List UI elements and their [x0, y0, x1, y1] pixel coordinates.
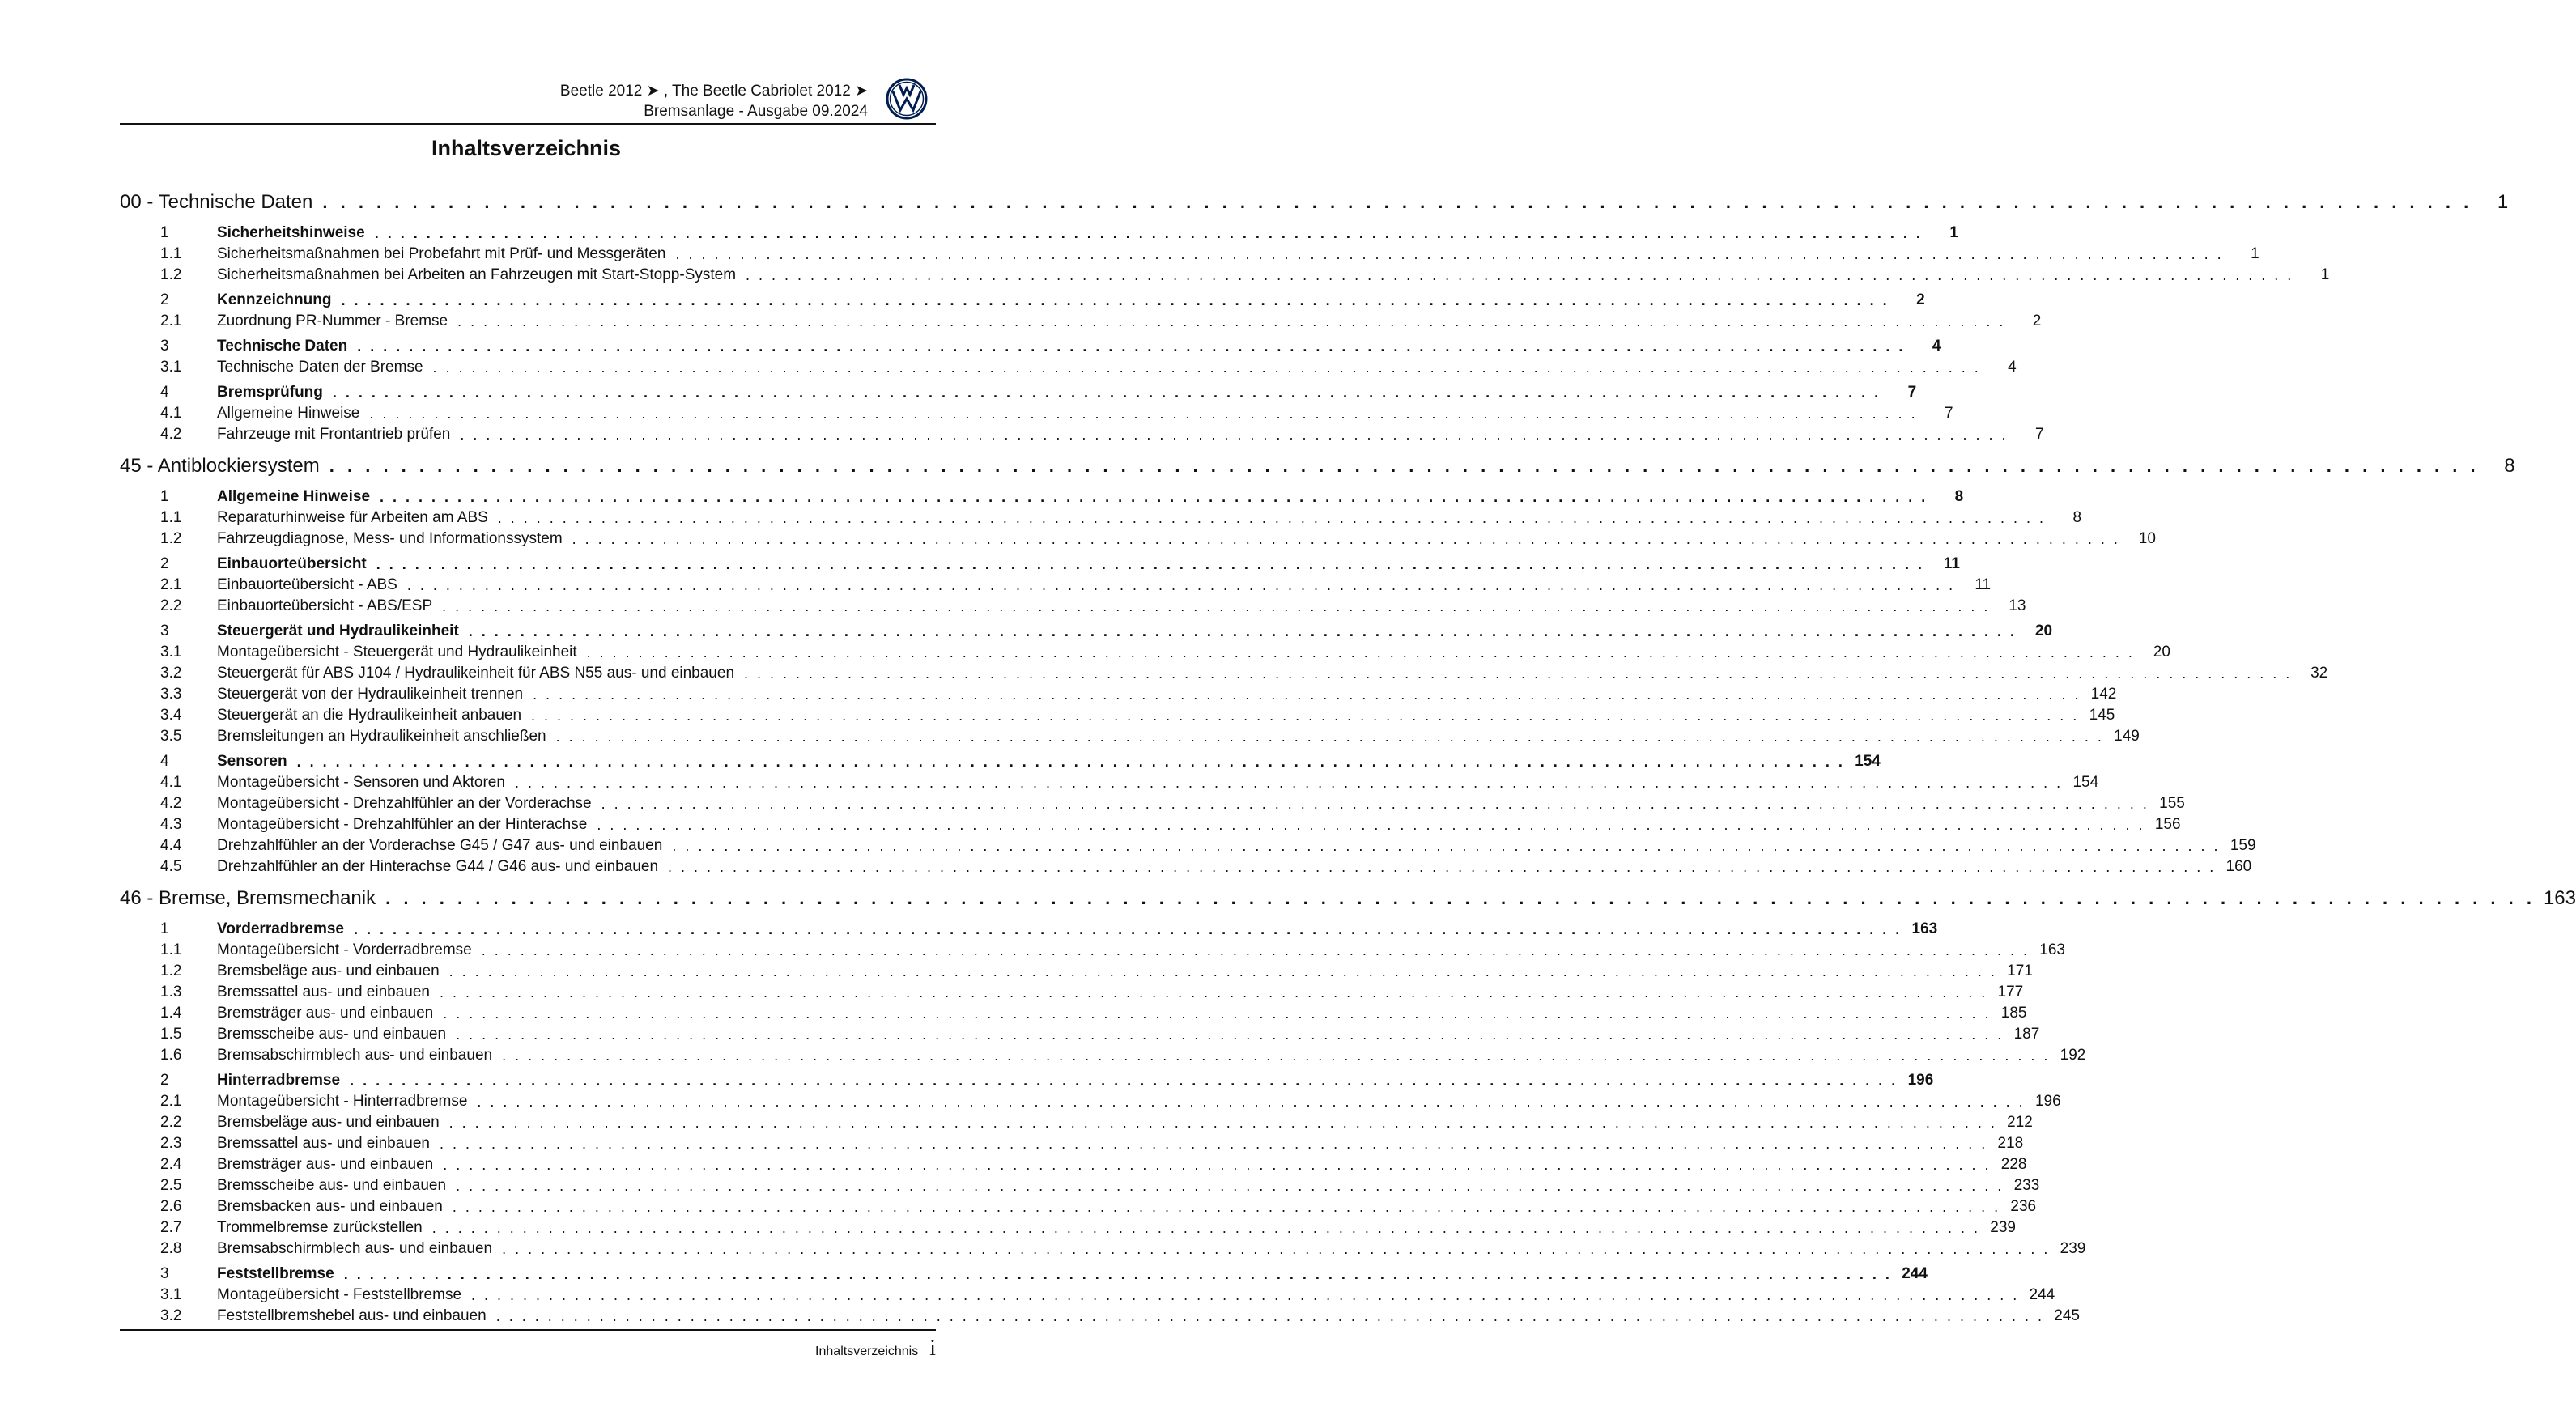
toc-number: 2.4 — [160, 1156, 182, 1173]
toc-number: 4.1 — [160, 405, 182, 422]
toc-title: Steuergerät und Hydraulikeinheit — [217, 622, 459, 639]
toc-title: Kennzeichnung — [217, 291, 332, 308]
toc-entry[interactable] — [120, 265, 2330, 286]
toc-entry[interactable] — [120, 961, 2033, 982]
toc-dot-leader: . . . . . . . . . . . . . . . . . . . . . . . . . . . . . . . . . . . . . . . . . . . . . . . . . . . . . . . . . . . . . . . . . . . . . . . . . . . . . . . . . . . . . . . . . . . . . . . . . . . . . . . . . . . . . . . . . . . . . . . . — [385, 888, 2536, 908]
toc-page-number: 171 — [2007, 962, 2033, 979]
toc-dot-leader: . . . . . . . . . . . . . . . . . . . . . . . . . . . . . . . . . . . . . . . . . . . . . . . . . . . . . . . . . . . . . . . . . . . . . . . . . . . . . . . . . . . . . . . . . . . . . . . . . . . . . . . . . . . . . . . . . . . . . . . . — [343, 1265, 1892, 1282]
toc-number: 2.1 — [160, 576, 182, 593]
toc-title: Bremssattel aus- und einbauen — [217, 1135, 430, 1152]
toc-entry[interactable] — [120, 529, 2156, 550]
toc-number: 3.4 — [160, 707, 182, 724]
toc-number: 4.1 — [160, 774, 182, 791]
toc-dot-leader: . . . . . . . . . . . . . . . . . . . . . . . . . . . . . . . . . . . . . . . . . . . . . . . . . . . . . . . . . . . . . . . . . . . . . . . . . . . . . . . . . . . . . . . . . . . . . . . . . . . . . . . . . . . . . . . . . . . . . . . . — [502, 1047, 2051, 1064]
toc-page-number: 4 — [2008, 359, 2017, 376]
header-divider — [120, 123, 936, 125]
toc-page-number: 1 — [2320, 266, 2330, 283]
toc-number: 2.1 — [160, 1093, 182, 1110]
toc-page-number: 13 — [2009, 597, 2026, 614]
toc-number: 1.2 — [160, 962, 182, 979]
toc-title: Feststellbremshebel aus- und einbauen — [217, 1307, 487, 1324]
toc-number: 1.1 — [160, 941, 182, 958]
toc-number: 4.5 — [160, 858, 182, 875]
toc-page-number: 7 — [1945, 405, 1953, 422]
toc-entry[interactable] — [120, 663, 2328, 684]
toc-page-number: 163 — [2543, 887, 2576, 909]
toc-entry[interactable] — [120, 856, 2252, 877]
toc-title: Allgemeine Hinweise — [217, 488, 371, 505]
toc-entry[interactable] — [120, 814, 2181, 835]
toc-page-number: 8 — [2072, 509, 2082, 526]
toc-entry[interactable] — [120, 726, 2140, 747]
toc-number: 3 — [160, 338, 169, 355]
toc-number: 2 — [160, 555, 169, 572]
toc-entry[interactable] — [120, 835, 2256, 856]
toc-number: 1.5 — [160, 1026, 182, 1043]
toc-dot-leader: . . . . . . . . . . . . . . . . . . . . . . . . . . . . . . . . . . . . . . . . . . . . . . . . . . . . . . . . . . . . . . . . . . . . . . . . . . . . . . . . . . . . . . . . . . . . . . . . . . . . . . . . . . . . . . . . . . . . . . . . — [531, 707, 2080, 724]
toc-page-number: 4 — [1932, 338, 1941, 355]
toc-entry[interactable] — [120, 1175, 2040, 1196]
toc-entry[interactable] — [120, 982, 2024, 1003]
toc-number: 3.2 — [160, 665, 182, 682]
toc-page-number: 10 — [2138, 530, 2156, 547]
toc-title: Bremsprüfung — [217, 384, 323, 401]
toc-number: 1.4 — [160, 1005, 182, 1022]
toc-entry[interactable] — [120, 1238, 2086, 1260]
toc-title: Hinterradbremse — [217, 1072, 341, 1089]
toc-entry[interactable] — [120, 1003, 2027, 1024]
toc-page-number: 239 — [1990, 1219, 2016, 1236]
toc-title: Steuergerät von der Hydraulikeinheit trennen — [217, 686, 524, 703]
toc-page-number: 1 — [2251, 245, 2259, 262]
toc-entry[interactable] — [120, 403, 1953, 424]
toc-page-number: 7 — [2034, 426, 2044, 443]
toc-page-number: 156 — [2154, 816, 2181, 833]
toc-entry[interactable] — [120, 772, 2099, 793]
toc-dot-leader: . . . . . . . . . . . . . . . . . . . . . . . . . . . . . . . . . . . . . . . . . . . . . . . . . . . . . . . . . . . . . . . . . . . . . . . . . . . . . . . . . . . . . . . . . . . . . . . . . . . . . . . . . . . . . . . . . . . . . . . . — [380, 488, 1928, 505]
toc-number: 4.3 — [160, 816, 182, 833]
toc-dot-leader: . . . . . . . . . . . . . . . . . . . . . . . . . . . . . . . . . . . . . . . . . . . . . . . . . . . . . . . . . . . . . . . . . . . . . . . . . . . . . . . . . . . . . . . . . . . . . . . . . . . . . . . . . . . . . . . . . . . . . . . . — [369, 405, 1918, 422]
toc-page-number: 149 — [2114, 728, 2140, 745]
toc-title: Bremsleitungen an Hydraulikeinheit anschließen — [217, 728, 546, 745]
toc-title: 46 - Bremse, Bremsmechanik — [120, 887, 376, 909]
toc-title: Vorderradbremse — [217, 920, 344, 937]
toc-number: 2 — [160, 1072, 169, 1089]
toc-title: Montageübersicht - Drehzahlfühler an der Hinterachse — [217, 816, 588, 833]
toc-section[interactable] — [120, 919, 1938, 940]
toc-title: Sicherheitsmaßnahmen bei Arbeiten an Fahrzeugen mit Start-Stopp-System — [217, 266, 737, 283]
toc-page-number: 187 — [2013, 1026, 2040, 1043]
toc-dot-leader: . . . . . . . . . . . . . . . . . . . . . . . . . . . . . . . . . . . . . . . . . . . . . . . . . . . . . . . . . . . . . . . . . . . . . . . . . . . . . . . . . . . . . . . . . . . . . . . . . . . . . . . . . . . . . . . . . . . . . . . . — [460, 426, 2009, 443]
toc-number: 4 — [160, 384, 169, 401]
toc-entry[interactable] — [120, 1306, 2080, 1327]
toc-number: 3.1 — [160, 1286, 182, 1303]
header-model-line: Beetle 2012 ➤ , The Beetle Cabriolet 2012 ➤ — [559, 83, 868, 100]
toc-title: Drehzahlfühler an der Hinterachse G44 / G46 aus- und einbauen — [217, 858, 659, 875]
toc-page-number: 177 — [1997, 984, 2024, 1001]
header-text — [560, 81, 868, 121]
toc-title: Bremsbeläge aus- und einbauen — [217, 1114, 440, 1131]
toc-entry[interactable] — [120, 244, 2259, 265]
toc-number: 1.2 — [160, 530, 182, 547]
toc-dot-leader: . . . . . . . . . . . . . . . . . . . . . . . . . . . . . . . . . . . . . . . . . . . . . . . . . . . . . . . . . . . . . . . . . . . . . . . . . . . . . . . . . . . . . . . . . . . . . . . . . . . . . . . . . . . . . . . . . . . . . . . . — [672, 837, 2221, 854]
table-of-contents — [120, 186, 2576, 1327]
toc-dot-leader: . . . . . . . . . . . . . . . . . . . . . . . . . . . . . . . . . . . . . . . . . . . . . . . . . . . . . . . . . . . . . . . . . . . . . . . . . . . . . . . . . . . . . . . . . . . . . . . . . . . . . . . . . . . . . . . . . . . . . . . . — [440, 984, 1988, 1001]
toc-title: Feststellbremse — [217, 1265, 334, 1282]
toc-page-number: 155 — [2159, 795, 2185, 812]
toc-title: Steuergerät für ABS J104 / Hydraulikeinheit für ABS N55 aus- und einbauen — [217, 665, 735, 682]
toc-title: 00 - Technische Daten — [120, 191, 313, 213]
toc-dot-leader: . . . . . . . . . . . . . . . . . . . . . . . . . . . . . . . . . . . . . . . . . . . . . . . . . . . . . . . . . . . . . . . . . . . . . . . . . . . . . . . . . . . . . . . . . . . . . . . . . . . . . . . . . . . . . . . . . . . . . . . . — [668, 858, 2217, 875]
toc-title: Bremsbacken aus- und einbauen — [217, 1198, 443, 1215]
toc-title: Bremsscheibe aus- und einbauen — [217, 1177, 447, 1194]
toc-number: 3.1 — [160, 644, 182, 661]
toc-title: Bremsbeläge aus- und einbauen — [217, 962, 440, 979]
toc-section[interactable] — [120, 1264, 1928, 1285]
toc-title: Trommelbremse zurückstellen — [217, 1219, 423, 1236]
toc-title: Technische Daten — [217, 338, 348, 355]
toc-page-number: 8 — [1954, 488, 1964, 505]
toc-dot-leader: . . . . . . . . . . . . . . . . . . . . . . . . . . . . . . . . . . . . . . . . . . . . . . . . . . . . . . . . . . . . . . . . . . . . . . . . . . . . . . . . . . . . . . . . . . . . . . . . . . . . . . . . . . . . . . . . . . . . . . . . — [744, 665, 2293, 682]
toc-dot-leader: . . . . . . . . . . . . . . . . . . . . . . . . . . . . . . . . . . . . . . . . . . . . . . . . . . . . . . . . . . . . . . . . . . . . . . . . . . . . . . . . . . . . . . . . . . . . . . . . . . . . . . . . . . . . . . . . . . . . . . . . — [586, 644, 2135, 661]
toc-section[interactable] — [120, 554, 1960, 575]
toc-dot-leader: . . . . . . . . . . . . . . . . . . . . . . . . . . . . . . . . . . . . . . . . . . . . . . . . . . . . . . . . . . . . . . . . . . . . . . . . . . . . . . . . . . . . . . . . . . . . . . . . . . . . . . . . . . . . . . . . . . . . . . . . — [322, 192, 2473, 212]
toc-page-number: 32 — [2310, 665, 2328, 682]
footer-divider — [120, 1329, 936, 1331]
toc-number: 1.1 — [160, 509, 182, 526]
toc-title: Allgemeine Hinweise — [217, 405, 360, 422]
header-edition-line: Bremsanlage - Ausgabe 09.2024 — [644, 103, 868, 120]
toc-page-number: 154 — [1855, 753, 1881, 770]
toc-dot-leader: . . . . . . . . . . . . . . . . . . . . . . . . . . . . . . . . . . . . . . . . . . . . . . . . . . . . . . . . . . . . . . . . . . . . . . . . . . . . . . . . . . . . . . . . . . . . . . . . . . . . . . . . . . . . . . . . . . . . . . . . — [296, 753, 1845, 770]
toc-entry[interactable] — [120, 508, 2082, 529]
toc-dot-leader: . . . . . . . . . . . . . . . . . . . . . . . . . . . . . . . . . . . . . . . . . . . . . . . . . . . . . . . . . . . . . . . . . . . . . . . . . . . . . . . . . . . . . . . . . . . . . . . . . . . . . . . . . . . . . . . . . . . . . . . . — [329, 456, 2480, 476]
toc-title: 45 - Antiblockiersystem — [120, 455, 320, 477]
toc-entry[interactable] — [120, 793, 2185, 814]
footer-page-number: i — [929, 1336, 936, 1361]
toc-title: Einbauorteübersicht - ABS — [217, 576, 397, 593]
toc-page-number: 2 — [1916, 291, 1925, 308]
toc-chapter[interactable] — [120, 186, 2509, 219]
toc-page-number: 1 — [2497, 191, 2509, 213]
toc-dot-leader: . . . . . . . . . . . . . . . . . . . . . . . . . . . . . . . . . . . . . . . . . . . . . . . . . . . . . . . . . . . . . . . . . . . . . . . . . . . . . . . . . . . . . . . . . . . . . . . . . . . . . . . . . . . . . . . . . . . . . . . . — [332, 384, 1881, 401]
toc-entry[interactable] — [120, 940, 2065, 961]
document-header — [120, 78, 936, 123]
toc-section[interactable] — [120, 382, 1917, 403]
toc-number: 4.4 — [160, 837, 182, 854]
toc-page-number: 196 — [1907, 1072, 1934, 1089]
toc-title: Bremssattel aus- und einbauen — [217, 984, 430, 1001]
toc-dot-leader: . . . . . . . . . . . . . . . . . . . . . . . . . . . . . . . . . . . . . . . . . . . . . . . . . . . . . . . . . . . . . . . . . . . . . . . . . . . . . . . . . . . . . . . . . . . . . . . . . . . . . . . . . . . . . . . . . . . . . . . . — [497, 509, 2047, 526]
toc-number: 1.3 — [160, 984, 182, 1001]
toc-entry[interactable] — [120, 1133, 2024, 1154]
toc-entry[interactable] — [120, 1285, 2055, 1306]
toc-section[interactable] — [120, 1070, 1934, 1091]
toc-title: Montageübersicht - Sensoren und Aktoren — [217, 774, 505, 791]
toc-title: Montageübersicht - Hinterradbremse — [217, 1093, 468, 1110]
toc-number: 2.5 — [160, 1177, 182, 1194]
toc-dot-leader: . . . . . . . . . . . . . . . . . . . . . . . . . . . . . . . . . . . . . . . . . . . . . . . . . . . . . . . . . . . . . . . . . . . . . . . . . . . . . . . . . . . . . . . . . . . . . . . . . . . . . . . . . . . . . . . . . . . . . . . . — [746, 266, 2294, 283]
toc-page-number: 245 — [2054, 1307, 2080, 1324]
toc-title: Drehzahlfühler an der Vorderachse G45 / G47 aus- und einbauen — [217, 837, 663, 854]
toc-section[interactable] — [120, 621, 2053, 642]
toc-title: Sensoren — [217, 753, 287, 770]
toc-section[interactable] — [120, 290, 1925, 311]
toc-dot-leader: . . . . . . . . . . . . . . . . . . . . . . . . . . . . . . . . . . . . . . . . . . . . . . . . . . . . . . . . . . . . . . . . . . . . . . . . . . . . . . . . . . . . . . . . . . . . . . . . . . . . . . . . . . . . . . . . . . . . . . . . — [448, 962, 1997, 979]
toc-dot-leader: . . . . . . . . . . . . . . . . . . . . . . . . . . . . . . . . . . . . . . . . . . . . . . . . . . . . . . . . . . . . . . . . . . . . . . . . . . . . . . . . . . . . . . . . . . . . . . . . . . . . . . . . . . . . . . . . . . . . . . . . — [481, 941, 2030, 958]
toc-number: 2.2 — [160, 1114, 182, 1131]
toc-dot-leader: . . . . . . . . . . . . . . . . . . . . . . . . . . . . . . . . . . . . . . . . . . . . . . . . . . . . . . . . . . . . . . . . . . . . . . . . . . . . . . . . . . . . . . . . . . . . . . . . . . . . . . . . . . . . . . . . . . . . . . . . — [452, 1198, 2001, 1215]
toc-entry[interactable] — [120, 311, 2042, 332]
vw-logo-icon — [886, 78, 928, 120]
toc-title: Bremsabschirmblech aus- und einbauen — [217, 1047, 493, 1064]
page-title: Inhaltsverzeichnis — [431, 136, 622, 160]
toc-page-number: 145 — [2089, 707, 2115, 724]
toc-page-number: 163 — [1911, 920, 1938, 937]
toc-number: 3 — [160, 622, 169, 639]
document-footer — [815, 1336, 936, 1362]
toc-page-number: 1 — [1949, 224, 1958, 241]
toc-entry[interactable] — [120, 1045, 2086, 1066]
toc-number: 3.3 — [160, 686, 182, 703]
toc-page-number: 160 — [2225, 858, 2252, 875]
toc-title: Montageübersicht - Drehzahlfühler an der Vorderachse — [217, 795, 592, 812]
toc-dot-leader: . . . . . . . . . . . . . . . . . . . . . . . . . . . . . . . . . . . . . . . . . . . . . . . . . . . . . . . . . . . . . . . . . . . . . . . . . . . . . . . . . . . . . . . . . . . . . . . . . . . . . . . . . . . . . . . . . . . . . . . . — [350, 1072, 1898, 1089]
toc-dot-leader: . . . . . . . . . . . . . . . . . . . . . . . . . . . . . . . . . . . . . . . . . . . . . . . . . . . . . . . . . . . . . . . . . . . . . . . . . . . . . . . . . . . . . . . . . . . . . . . . . . . . . . . . . . . . . . . . . . . . . . . . — [406, 576, 1956, 593]
toc-title: Sicherheitsmaßnahmen bei Probefahrt mit Prüf- und Messgeräten — [217, 245, 666, 262]
toc-number: 2.1 — [160, 312, 182, 329]
toc-page-number: 236 — [2010, 1198, 2037, 1215]
toc-dot-leader: . . . . . . . . . . . . . . . . . . . . . . . . . . . . . . . . . . . . . . . . . . . . . . . . . . . . . . . . . . . . . . . . . . . . . . . . . . . . . . . . . . . . . . . . . . . . . . . . . . . . . . . . . . . . . . . . . . . . . . . . — [457, 312, 2006, 329]
toc-entry[interactable] — [120, 596, 2026, 617]
toc-dot-leader: . . . . . . . . . . . . . . . . . . . . . . . . . . . . . . . . . . . . . . . . . . . . . . . . . . . . . . . . . . . . . . . . . . . . . . . . . . . . . . . . . . . . . . . . . . . . . . . . . . . . . . . . . . . . . . . . . . . . . . . . — [357, 338, 1906, 355]
toc-title: Montageübersicht - Feststellbremse — [217, 1286, 462, 1303]
toc-number: 3.1 — [160, 359, 182, 376]
toc-entry[interactable] — [120, 705, 2115, 726]
toc-number: 4 — [160, 753, 169, 770]
toc-number: 3.5 — [160, 728, 182, 745]
toc-number: 1 — [160, 488, 169, 505]
toc-page-number: 154 — [2072, 774, 2099, 791]
toc-dot-leader: . . . . . . . . . . . . . . . . . . . . . . . . . . . . . . . . . . . . . . . . . . . . . . . . . . . . . . . . . . . . . . . . . . . . . . . . . . . . . . . . . . . . . . . . . . . . . . . . . . . . . . . . . . . . . . . . . . . . . . . . — [442, 597, 1991, 614]
toc-page-number: 20 — [2153, 644, 2170, 661]
toc-number: 3.2 — [160, 1307, 182, 1324]
toc-number: 2.3 — [160, 1135, 182, 1152]
toc-dot-leader: . . . . . . . . . . . . . . . . . . . . . . . . . . . . . . . . . . . . . . . . . . . . . . . . . . . . . . . . . . . . . . . . . . . . . . . . . . . . . . . . . . . . . . . . . . . . . . . . . . . . . . . . . . . . . . . . . . . . . . . . — [432, 359, 1981, 376]
toc-dot-leader: . . . . . . . . . . . . . . . . . . . . . . . . . . . . . . . . . . . . . . . . . . . . . . . . . . . . . . . . . . . . . . . . . . . . . . . . . . . . . . . . . . . . . . . . . . . . . . . . . . . . . . . . . . . . . . . . . . . . . . . . — [448, 1114, 1997, 1131]
toc-page-number: 244 — [2029, 1286, 2055, 1303]
toc-number: 2 — [160, 291, 169, 308]
toc-title: Fahrzeugdiagnose, Mess- und Informationssystem — [217, 530, 563, 547]
toc-dot-leader: . . . . . . . . . . . . . . . . . . . . . . . . . . . . . . . . . . . . . . . . . . . . . . . . . . . . . . . . . . . . . . . . . . . . . . . . . . . . . . . . . . . . . . . . . . . . . . . . . . . . . . . . . . . . . . . . . . . . . . . . — [354, 920, 1902, 937]
toc-entry[interactable] — [120, 357, 2017, 378]
toc-number: 2.8 — [160, 1240, 182, 1257]
toc-dot-leader: . . . . . . . . . . . . . . . . . . . . . . . . . . . . . . . . . . . . . . . . . . . . . . . . . . . . . . . . . . . . . . . . . . . . . . . . . . . . . . . . . . . . . . . . . . . . . . . . . . . . . . . . . . . . . . . . . . . . . . . . — [376, 555, 1924, 572]
toc-dot-leader: . . . . . . . . . . . . . . . . . . . . . . . . . . . . . . . . . . . . . . . . . . . . . . . . . . . . . . . . . . . . . . . . . . . . . . . . . . . . . . . . . . . . . . . . . . . . . . . . . . . . . . . . . . . . . . . . . . . . . . . . — [443, 1156, 1992, 1173]
toc-number: 1 — [160, 224, 169, 241]
toc-number: 2.6 — [160, 1198, 182, 1215]
toc-dot-leader: . . . . . . . . . . . . . . . . . . . . . . . . . . . . . . . . . . . . . . . . . . . . . . . . . . . . . . . . . . . . . . . . . . . . . . . . . . . . . . . . . . . . . . . . . . . . . . . . . . . . . . . . . . . . . . . . . . . . . . . . — [443, 1005, 1992, 1022]
toc-title: Fahrzeuge mit Frontantrieb prüfen — [217, 426, 451, 443]
toc-section[interactable] — [120, 486, 1964, 508]
toc-entry[interactable] — [120, 575, 1992, 596]
toc-page-number: 233 — [2013, 1177, 2040, 1194]
toc-entry[interactable] — [120, 1112, 2033, 1133]
toc-number: 1.2 — [160, 266, 182, 283]
toc-page-number: 192 — [2060, 1047, 2086, 1064]
toc-entry[interactable] — [120, 1091, 2061, 1112]
toc-number: 2.7 — [160, 1219, 182, 1236]
toc-title: Bremsträger aus- und einbauen — [217, 1156, 434, 1173]
toc-page-number: 244 — [1902, 1265, 1928, 1282]
toc-entry[interactable] — [120, 1196, 2037, 1217]
toc-page-number: 185 — [2000, 1005, 2027, 1022]
toc-entry[interactable] — [120, 684, 2117, 705]
toc-dot-leader: . . . . . . . . . . . . . . . . . . . . . . . . . . . . . . . . . . . . . . . . . . . . . . . . . . . . . . . . . . . . . . . . . . . . . . . . . . . . . . . . . . . . . . . . . . . . . . . . . . . . . . . . . . . . . . . . . . . . . . . . — [502, 1240, 2051, 1257]
toc-page-number: 159 — [2230, 837, 2256, 854]
toc-entry[interactable] — [120, 642, 2170, 663]
toc-title: Montageübersicht - Steuergerät und Hydraulikeinheit — [217, 644, 577, 661]
toc-dot-leader: . . . . . . . . . . . . . . . . . . . . . . . . . . . . . . . . . . . . . . . . . . . . . . . . . . . . . . . . . . . . . . . . . . . . . . . . . . . . . . . . . . . . . . . . . . . . . . . . . . . . . . . . . . . . . . . . . . . . . . . . — [477, 1093, 2026, 1110]
toc-title: Technische Daten der Bremse — [217, 359, 423, 376]
toc-title: Zuordnung PR-Nummer - Bremse — [217, 312, 448, 329]
toc-page-number: 2 — [2032, 312, 2042, 329]
toc-title: Einbauorteübersicht — [217, 555, 367, 572]
toc-dot-leader: . . . . . . . . . . . . . . . . . . . . . . . . . . . . . . . . . . . . . . . . . . . . . . . . . . . . . . . . . . . . . . . . . . . . . . . . . . . . . . . . . . . . . . . . . . . . . . . . . . . . . . . . . . . . . . . . . . . . . . . . — [601, 795, 2149, 812]
toc-title: Bremsabschirmblech aus- und einbauen — [217, 1240, 493, 1257]
toc-page-number: 163 — [2039, 941, 2065, 958]
toc-dot-leader: . . . . . . . . . . . . . . . . . . . . . . . . . . . . . . . . . . . . . . . . . . . . . . . . . . . . . . . . . . . . . . . . . . . . . . . . . . . . . . . . . . . . . . . . . . . . . . . . . . . . . . . . . . . . . . . . . . . . . . . . — [341, 291, 1889, 308]
toc-dot-leader: . . . . . . . . . . . . . . . . . . . . . . . . . . . . . . . . . . . . . . . . . . . . . . . . . . . . . . . . . . . . . . . . . . . . . . . . . . . . . . . . . . . . . . . . . . . . . . . . . . . . . . . . . . . . . . . . . . . . . . . . — [572, 530, 2120, 547]
toc-title: Einbauorteübersicht - ABS/ESP — [217, 597, 433, 614]
toc-dot-leader: . . . . . . . . . . . . . . . . . . . . . . . . . . . . . . . . . . . . . . . . . . . . . . . . . . . . . . . . . . . . . . . . . . . . . . . . . . . . . . . . . . . . . . . . . . . . . . . . . . . . . . . . . . . . . . . . . . . . . . . . — [440, 1135, 1988, 1152]
toc-chapter[interactable] — [120, 450, 2515, 482]
toc-page-number: 142 — [2090, 686, 2117, 703]
toc-number: 4.2 — [160, 795, 182, 812]
toc-page-number: 8 — [2504, 455, 2515, 477]
toc-title: Bremsträger aus- und einbauen — [217, 1005, 434, 1022]
toc-page-number: 11 — [1943, 555, 1960, 572]
toc-page-number: 11 — [1975, 576, 1992, 593]
toc-page-number: 228 — [2000, 1156, 2027, 1173]
toc-section[interactable] — [120, 223, 1958, 244]
toc-number: 1.1 — [160, 245, 182, 262]
toc-number: 4.2 — [160, 426, 182, 443]
toc-chapter[interactable] — [120, 882, 2576, 915]
toc-dot-leader: . . . . . . . . . . . . . . . . . . . . . . . . . . . . . . . . . . . . . . . . . . . . . . . . . . . . . . . . . . . . . . . . . . . . . . . . . . . . . . . . . . . . . . . . . . . . . . . . . . . . . . . . . . . . . . . . . . . . . . . . — [597, 816, 2145, 833]
toc-page-number: 7 — [1907, 384, 1917, 401]
toc-number: 1 — [160, 920, 169, 937]
toc-dot-leader: . . . . . . . . . . . . . . . . . . . . . . . . . . . . . . . . . . . . . . . . . . . . . . . . . . . . . . . . . . . . . . . . . . . . . . . . . . . . . . . . . . . . . . . . . . . . . . . . . . . . . . . . . . . . . . . . . . . . . . . . — [495, 1307, 2044, 1324]
toc-dot-leader: . . . . . . . . . . . . . . . . . . . . . . . . . . . . . . . . . . . . . . . . . . . . . . . . . . . . . . . . . . . . . . . . . . . . . . . . . . . . . . . . . . . . . . . . . . . . . . . . . . . . . . . . . . . . . . . . . . . . . . . . — [514, 774, 2064, 791]
toc-page-number: 20 — [2034, 622, 2053, 639]
toc-dot-leader: . . . . . . . . . . . . . . . . . . . . . . . . . . . . . . . . . . . . . . . . . . . . . . . . . . . . . . . . . . . . . . . . . . . . . . . . . . . . . . . . . . . . . . . . . . . . . . . . . . . . . . . . . . . . . . . . . . . . . . . . — [555, 728, 2104, 745]
toc-page-number: 218 — [1997, 1135, 2024, 1152]
toc-entry[interactable] — [120, 424, 2044, 445]
toc-dot-leader: . . . . . . . . . . . . . . . . . . . . . . . . . . . . . . . . . . . . . . . . . . . . . . . . . . . . . . . . . . . . . . . . . . . . . . . . . . . . . . . . . . . . . . . . . . . . . . . . . . . . . . . . . . . . . . . . . . . . . . . . — [471, 1286, 2020, 1303]
toc-dot-leader: . . . . . . . . . . . . . . . . . . . . . . . . . . . . . . . . . . . . . . . . . . . . . . . . . . . . . . . . . . . . . . . . . . . . . . . . . . . . . . . . . . . . . . . . . . . . . . . . . . . . . . . . . . . . . . . . . . . . . . . . — [468, 622, 2017, 639]
toc-title: Reparaturhinweise für Arbeiten am ABS — [217, 509, 488, 526]
toc-page-number: 196 — [2034, 1093, 2061, 1110]
toc-title: Sicherheitshinweise — [217, 224, 365, 241]
toc-page-number: 239 — [2060, 1240, 2086, 1257]
toc-number: 3 — [160, 1265, 169, 1282]
toc-dot-leader: . . . . . . . . . . . . . . . . . . . . . . . . . . . . . . . . . . . . . . . . . . . . . . . . . . . . . . . . . . . . . . . . . . . . . . . . . . . . . . . . . . . . . . . . . . . . . . . . . . . . . . . . . . . . . . . . . . . . . . . . — [456, 1026, 2004, 1043]
toc-dot-leader: . . . . . . . . . . . . . . . . . . . . . . . . . . . . . . . . . . . . . . . . . . . . . . . . . . . . . . . . . . . . . . . . . . . . . . . . . . . . . . . . . . . . . . . . . . . . . . . . . . . . . . . . . . . . . . . . . . . . . . . . — [533, 686, 2081, 703]
toc-entry[interactable] — [120, 1217, 2016, 1238]
toc-dot-leader: . . . . . . . . . . . . . . . . . . . . . . . . . . . . . . . . . . . . . . . . . . . . . . . . . . . . . . . . . . . . . . . . . . . . . . . . . . . . . . . . . . . . . . . . . . . . . . . . . . . . . . . . . . . . . . . . . . . . . . . . — [675, 245, 2224, 262]
toc-title: Steuergerät an die Hydraulikeinheit anbauen — [217, 707, 522, 724]
toc-entry[interactable] — [120, 1024, 2040, 1045]
toc-dot-leader: . . . . . . . . . . . . . . . . . . . . . . . . . . . . . . . . . . . . . . . . . . . . . . . . . . . . . . . . . . . . . . . . . . . . . . . . . . . . . . . . . . . . . . . . . . . . . . . . . . . . . . . . . . . . . . . . . . . . . . . . — [431, 1219, 1980, 1236]
toc-section[interactable] — [120, 751, 1881, 772]
toc-dot-leader: . . . . . . . . . . . . . . . . . . . . . . . . . . . . . . . . . . . . . . . . . . . . . . . . . . . . . . . . . . . . . . . . . . . . . . . . . . . . . . . . . . . . . . . . . . . . . . . . . . . . . . . . . . . . . . . . . . . . . . . . — [374, 224, 1923, 241]
toc-dot-leader: . . . . . . . . . . . . . . . . . . . . . . . . . . . . . . . . . . . . . . . . . . . . . . . . . . . . . . . . . . . . . . . . . . . . . . . . . . . . . . . . . . . . . . . . . . . . . . . . . . . . . . . . . . . . . . . . . . . . . . . . — [456, 1177, 2004, 1194]
toc-entry[interactable] — [120, 1154, 2027, 1175]
toc-page-number: 212 — [2007, 1114, 2033, 1131]
footer-label: Inhaltsverzeichnis — [815, 1345, 919, 1358]
toc-number: 2.2 — [160, 597, 182, 614]
toc-title: Montageübersicht - Vorderradbremse — [217, 941, 472, 958]
toc-section[interactable] — [120, 336, 1941, 357]
toc-title: Bremsscheibe aus- und einbauen — [217, 1026, 447, 1043]
toc-number: 1.6 — [160, 1047, 182, 1064]
